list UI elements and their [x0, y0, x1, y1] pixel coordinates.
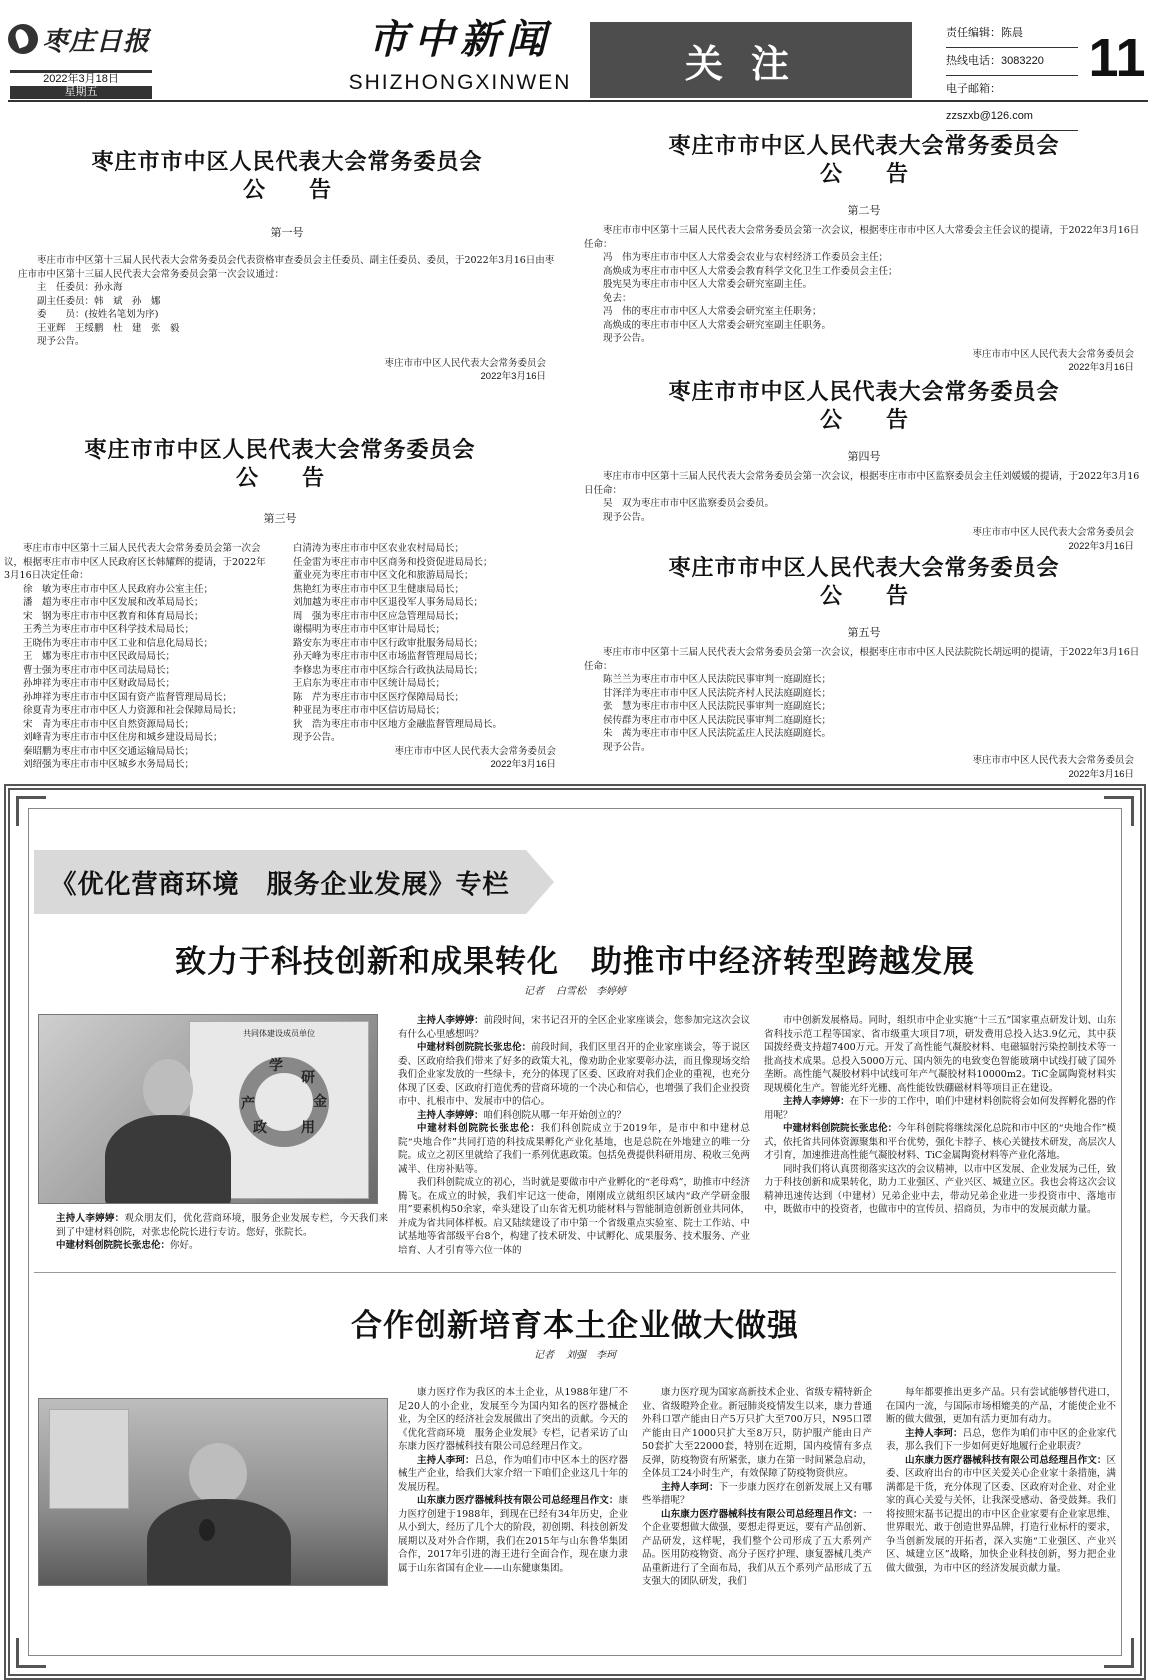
frame-corner-ornament — [1104, 796, 1134, 826]
notice-para: 路安东为枣庄市市中区行政审批服务局局长； — [293, 637, 484, 649]
notice-title: 枣庄市市中区人民代表大会常务委员会 — [84, 437, 476, 463]
speaker: 主持人李婷婷： — [783, 1096, 850, 1107]
notice-title: 枣庄市市中区人民代表大会常务委员会 — [668, 379, 1060, 405]
para-text: 前段时间，宋书记召开的全区企业家座谈会，您参加完这次会议有什么心里感想吗？ — [398, 1015, 750, 1040]
photo-product-poster — [49, 1409, 129, 1509]
notice-para: 孙坤祥为枣庄市市中区财政局局长； — [23, 678, 176, 689]
notice-para: 王亚辉 王绥鹏 杜 建 张 毅 — [37, 322, 180, 334]
caption-text: 观众朋友们，优化营商环境，服务企业发展专栏，今天我们来到了中建材料创院，对张忠伦院长进行专访。您好，张院长。 — [56, 1213, 388, 1238]
byline-label: 记者 — [524, 986, 544, 997]
notice-signer: 枣庄市市中区人民代表大会常务委员会 — [972, 755, 1134, 766]
photo-ring-label: 学 — [269, 1058, 283, 1074]
caption-text: 你好。 — [170, 1240, 199, 1251]
article-2-col-2 — [642, 1386, 872, 1589]
caption-speaker: 中建材料创院院长张忠伦： — [56, 1240, 171, 1251]
notice-para: 冯 伟的枣庄市市中区人大常委会研究室主任职务； — [603, 306, 822, 317]
notice-date: 2022年3月16日 — [1068, 540, 1134, 552]
notice-para: 陈兰兰为枣庄市市中区人民法院民事审判一庭副庭长； — [603, 674, 832, 685]
notice-para: 现予公告。 — [603, 333, 651, 344]
notice-sign — [584, 754, 1144, 781]
article-para — [398, 1109, 750, 1123]
notice-para: 白清涛为枣庄市市中区农业农村局局长； — [293, 543, 465, 554]
article-1-col-1 — [398, 1014, 750, 1257]
notice-subtitle: 公告 — [819, 161, 952, 187]
byline-reporters: 刘强 李珂 — [566, 1350, 616, 1361]
photo-person-body — [105, 1115, 231, 1204]
notice-para: 王晓伟为枣庄市市中区工业和信息化局局长； — [23, 637, 214, 649]
notice-subtitle: 公告 — [819, 407, 952, 433]
caption-speaker: 主持人李婷婷： — [56, 1213, 125, 1224]
byline-label: 记者 — [534, 1350, 554, 1361]
notice-para: 甘泽洋为枣庄市市中区人民法院齐村人民法庭副庭长； — [603, 687, 832, 699]
editor-info — [946, 20, 1078, 131]
speaker: 中建材料创院院长张忠伦： — [417, 1042, 532, 1053]
notice-para: 宋 钢为枣庄市市中区教育和体育局局长； — [23, 610, 204, 622]
notice-2 — [584, 132, 1144, 375]
article-2-title: 合作创新培育本土企业做大做强 — [351, 1308, 799, 1343]
notice-para: 种亚昆为枣庄市市中区信访局局长； — [293, 705, 446, 716]
para-text: 康力医疗作为我区的本土企业，从1988年建厂不足20人的小企业，发展至今为国内知名的医疗器械企业，为全区的经济社会发展做出了突出的贡献。今天的《优化营商环境 服务企业发展》专栏，记者采访了山东康力医疗器械科技有限公司总经理吕作文。 — [398, 1387, 628, 1452]
issue-date: 2022年3月18日 — [43, 73, 119, 85]
speaker: 主持人李婷婷： — [417, 1015, 484, 1026]
notice-para: 秦昭鹏为枣庄市市中区交通运输局局长； — [23, 745, 195, 757]
notice-date: 2022年3月16日 — [490, 759, 556, 770]
notice-para: 朱 茜为枣庄市市中区人民法院孟庄人民法庭副庭长。 — [603, 728, 832, 739]
editor-name: 责任编辑：陈晨 — [946, 20, 1078, 48]
article-para — [764, 1163, 1116, 1217]
article-para — [642, 1481, 872, 1508]
notice-para: 徐 敏为枣庄市市中区人民政府办公室主任； — [23, 583, 214, 595]
notice-signer: 枣庄市市中区人民代表大会常务委员会 — [394, 745, 556, 757]
article-para — [886, 1386, 1116, 1427]
notice-para: 吴 双为枣庄市市中区监察委员会委员。 — [603, 498, 775, 509]
para-text: 我们科创院成立的初心，当时就是要做市中产业孵化的“老母鸡”，助推市中经济腾飞。在成立的时候，我们牢记这一使命，刚刚成立就组织区域内“政产学研金服用”要素机构50余家，牵头建设了山东省无机功能材料与智能制造创新创业共同体，并成为省共同体样板。启又陆续建设了市中第一个省级重点实验室、院士工作站、中试基地等省部级平台8个，构建了技术研发、中试孵化、成果服务、技术服务、产业培育、人才引育等六位一体的 — [398, 1177, 750, 1256]
notice-para: 高焕成的枣庄市市中区人大常委会研究室副主任职务。 — [603, 319, 832, 331]
speaker: 主持人李珂： — [661, 1481, 719, 1493]
notice-para: 王启东为枣庄市市中区统计局局长； — [293, 678, 446, 689]
notice-number: 第二号 — [847, 205, 881, 217]
notice-para: 现予公告。 — [293, 732, 341, 743]
issue-date-box — [10, 70, 152, 98]
notice-para: 现予公告。 — [37, 336, 85, 347]
notice-title: 枣庄市市中区人民代表大会常务委员会 — [668, 555, 1060, 581]
notice-signer: 枣庄市市中区人民代表大会常务委员会 — [384, 357, 546, 369]
notice-para: 曹士强为枣庄市市中区司法局局长； — [23, 664, 176, 676]
article-2-photo — [38, 1398, 388, 1586]
notice-col-right — [293, 542, 556, 772]
section-title-pinyin: SHIZHONGXINWEN — [348, 71, 572, 94]
article-1-body — [398, 1014, 1116, 1257]
article-para — [398, 1454, 628, 1495]
article-1-byline — [0, 982, 1150, 997]
notice-para: 高焕成为枣庄市市中区人大常委会教育科学文化卫生工作委员会主任； — [603, 265, 898, 277]
notice-date: 2022年3月16日 — [1068, 768, 1134, 780]
notice-signer: 枣庄市市中区人民代表大会常务委员会 — [972, 527, 1134, 538]
article-para — [398, 1014, 750, 1041]
article-para — [886, 1427, 1116, 1454]
notice-para: 枣庄市市中区第十三届人民代表大会常务委员会代表资格审查委员会主任委员、副主任委员、委员，于2022年3月16日由枣庄市市中区第十三届人民代表大会常务委员会第一次会议通过： — [18, 255, 555, 280]
notice-5 — [584, 554, 1144, 781]
notice-number: 第五号 — [847, 627, 881, 639]
section-title-cn: 市中新闻 — [368, 16, 552, 63]
frame-corner-ornament — [16, 1638, 46, 1668]
notice-para: 枣庄市市中区第十三届人民代表大会常务委员会第一次会议，根据枣庄市市中区监察委员会主任刘媛媛的提请，于2022年3月16日任命： — [584, 471, 1140, 496]
notice-body — [4, 542, 556, 772]
notice-subtitle: 公告 — [242, 177, 375, 203]
notice-subtitle: 公告 — [819, 583, 952, 609]
article-2-body — [398, 1386, 1116, 1589]
para-text: 同时我们将认真贯彻落实这次的会议精神，以市中区发展、企业发展为己任，致力于科技创新和成果转化，助力工业强区、产业兴区、城建立区。我也会将这次会议精神迅速传达到（中建材）兄弟企业中去，带动兄弟企业进一步投资市中、落地市中，既做市中的投资者，也做市中的宣传员、招商员，为市中的发展贡献力量。 — [764, 1163, 1116, 1215]
notice-date: 2022年3月16日 — [1068, 362, 1134, 373]
notice-para: 徐夏青为枣庄市市中区人力资源和社会保障局局长； — [23, 705, 242, 716]
article-2-byline — [0, 1346, 1150, 1361]
masthead — [0, 0, 1150, 122]
article-para — [398, 1386, 628, 1454]
article-para — [764, 1095, 1116, 1122]
notice-para: 主 任委员：孙永海 — [37, 282, 123, 293]
paper-name: 枣庄日报 — [42, 26, 151, 57]
paper-logo — [8, 22, 158, 56]
article-2-col-1 — [398, 1386, 628, 1589]
notice-sign — [584, 526, 1144, 553]
para-text: 下一步康力医疗在创新发展上又有哪些举措呢？ — [642, 1481, 872, 1506]
para-text: 今年科创院将继续深化总院和市中区的“央地合作”模式，依托省共同体资源聚集和平台优势，强化卡脖子、核心关键技术研发，高层次人才引育，加速推进高性能气凝胶材料、TiC金属陶瓷材料等产业化落地。 — [764, 1123, 1116, 1161]
notice-para: 刘加越为枣庄市市中区退役军人事务局局长； — [293, 597, 484, 608]
notice-date: 2022年3月16日 — [480, 371, 546, 382]
notice-para: 焦艳红为枣庄市市中区卫生健康局局长； — [293, 583, 465, 595]
notice-col-left — [4, 542, 267, 772]
notice-para: 现予公告。 — [603, 741, 651, 753]
para-text: 咱们科创院从哪一年开始创立的？ — [483, 1109, 627, 1121]
article-para — [398, 1494, 628, 1575]
article-1-photo — [38, 1014, 378, 1204]
article-para — [764, 1122, 1116, 1163]
column-tab: 关注 — [590, 22, 912, 98]
special-column-banner: 《优化营商环境 服务企业发展》专栏 — [34, 850, 526, 914]
article-para — [642, 1386, 872, 1481]
notice-para: 任金雷为枣庄市市中区商务和投资促进局局长； — [293, 556, 493, 568]
photo-person-head — [143, 1059, 193, 1119]
notice-sign — [293, 745, 556, 772]
article-1-col-2 — [764, 1014, 1116, 1257]
article-divider — [34, 1272, 1116, 1273]
notice-title: 枣庄市市中区人民代表大会常务委员会 — [668, 133, 1060, 159]
microphone-icon — [199, 1519, 215, 1541]
notice-para: 张 慧为枣庄市市中区人民法院民事审判一庭副庭长； — [603, 701, 832, 712]
notice-para: 潘 超为枣庄市市中区发展和改革局局长； — [23, 597, 204, 608]
article-para — [398, 1041, 750, 1109]
speaker: 主持人李婷婷： — [417, 1109, 484, 1121]
photo-person-body — [147, 1499, 291, 1586]
notice-para: 孙天峰为枣庄市市中区市场监督管理局局长； — [293, 651, 484, 662]
photo-ring-label: 研 — [301, 1070, 315, 1086]
notice-para: 宋 青为枣庄市市中区自然资源局局长； — [23, 718, 195, 730]
speaker: 山东康力医疗器械科技有限公司总经理吕作文： — [905, 1454, 1107, 1466]
notice-para: 李修忠为枣庄市市中区综合行政执法局局长； — [293, 664, 484, 676]
notice-para: 枣庄市市中区第十三届人民代表大会常务委员会第一次会议，根据枣庄市市中区人大常委会主任会议的提请，于2022年3月16日任命： — [584, 225, 1140, 250]
notice-para: 免去： — [603, 292, 632, 304]
paper-logo-icon — [8, 24, 38, 54]
speaker: 山东康力医疗器械科技有限公司总经理吕作文： — [661, 1508, 863, 1520]
notice-body — [18, 254, 556, 349]
notice-3 — [4, 436, 556, 772]
para-text: 吕总，您作为咱们市中区的企业家代表，那么我们下一步如何更好地履行企业职责？ — [886, 1427, 1116, 1452]
notice-body — [584, 646, 1144, 754]
speaker: 主持人李珂： — [417, 1454, 475, 1466]
notice-para: 枣庄市市中区第十三届人民代表大会常务委员会第一次会议，根据枣庄市市中区人民法院院长胡远明的提请，于2022年3月16日任命： — [584, 647, 1140, 672]
notice-number: 第四号 — [847, 451, 881, 463]
notice-para: 现予公告。 — [603, 511, 651, 523]
photo-ring-label: 产 — [241, 1096, 255, 1112]
para-text: 康力医疗创建于1988年，到现在已经有34年历史，企业从小到大，经历了几个大的阶段，初创期、科技创新发展期以及对外合作期，我们在2015年与山东鲁华集团合作，2017年引进的海王进行全面合作，现在康力隶属于山东省国有企业——山东健康集团。 — [398, 1495, 628, 1574]
para-text: 一个企业要想做大做强，要想走得更远，要有产品创新、产品研发，这样呢，我们整个公司形成了五大系列产品。医用防疫物资、高分子医疗护理、康复器械几类产品重新进行了全面布局，我们从五个系列产品形成了五支强大的团队研发，我们 — [642, 1508, 872, 1587]
photo-ring-label: 用 — [301, 1120, 315, 1136]
notice-body — [584, 224, 1144, 346]
notice-para: 董业亮为枣庄市市中区文化和旅游局局长； — [293, 570, 474, 581]
masthead-rule — [8, 100, 1148, 102]
notice-para: 刘绍强为枣庄市市中区城乡水务局局长； — [23, 759, 195, 770]
photo-person-head — [189, 1443, 247, 1505]
para-text: 区委、区政府出台的市中区关爱关心企业家十条措施，满满都是干货，充分体现了区委、区政府对企业、对企业家的真心关爱与关怀，让我深受感动、备受鼓舞。我们将按照宋磊书记提出的市中区企业家要有企业家思维、世界眼光、敢于创造世界品牌，打造行业标杆的要求，争当创新发展的开拓者，深入实施“工业强区、产业兴区、城建立区”战略，加快企业科技创新，努力把企业做大做强，为市中区的经济发展贡献力量。 — [886, 1454, 1116, 1574]
notice-para: 王 娜为枣庄市市中区民政局局长； — [23, 651, 176, 662]
para-text: 市中创新发展格局。同时，组织市中企业实施“十三五”国家重点研发计划、山东省科技示范工程等国家、省市级重大项目7项，研发费用总投入达3.9亿元，其中获国拨经费支持超7400万元。开发了高性能气凝胶材料、电磁辐射污染控制技术等一批高技术成果。总投入5000万元、国内领先的电致变色智能玻璃中试线打破了国外垄断。高性能气凝胶材料中试线可年产气凝胶材料10000m2。TiC金属陶瓷材料实现规模化生产。智能光纤光栅、高性能钕铁硼磁材料等项目正在建设。 — [764, 1015, 1116, 1094]
notice-para: 冯 伟为枣庄市市中区人大常委会农业与农村经济工作委员会主任； — [603, 252, 889, 263]
article-2-col-3 — [886, 1386, 1116, 1589]
notice-para: 周 强为枣庄市市中区应急管理局局长； — [293, 610, 465, 622]
article-para — [642, 1508, 872, 1589]
notice-body — [584, 470, 1144, 524]
notice-1 — [18, 148, 556, 384]
issue-weekday: 星期五 — [10, 86, 152, 99]
notice-signer: 枣庄市市中区人民代表大会常务委员会 — [972, 348, 1134, 360]
page-number: 11 — [1088, 28, 1146, 88]
article-para — [764, 1014, 1116, 1095]
article-para — [886, 1454, 1116, 1576]
notice-para: 副主任委员：韩 斌 孙 娜 — [37, 295, 161, 307]
notice-4 — [584, 378, 1144, 553]
article-1-title: 致力于科技创新和成果转化 助推市中经济转型跨越发展 — [175, 944, 975, 979]
notice-number: 第三号 — [263, 513, 297, 525]
notice-para: 王秀兰为枣庄市市中区科学技术局局长； — [23, 624, 195, 635]
para-text: 在下一步的工作中，咱们中建材料创院将会如何发挥孵化器的作用呢？ — [764, 1096, 1116, 1121]
section-title — [340, 14, 580, 96]
notice-title: 枣庄市市中区人民代表大会常务委员会 — [91, 149, 483, 175]
frame-corner-ornament — [16, 796, 46, 826]
notice-sign — [18, 357, 556, 384]
notice-para: 刘峰青为枣庄市市中区住房和城乡建设局局长； — [23, 732, 223, 743]
para-text: 每年都要推出更多产品。只有尝试能够替代进口，在国内一流，与国际市场相媲美的产品，才能使企业不断的做大做强，更加有活力更加有动力。 — [886, 1387, 1116, 1425]
byline-reporters: 白雪松 李婷婷 — [556, 986, 626, 997]
notice-subtitle: 公告 — [235, 465, 368, 491]
speaker: 主持人李珂： — [905, 1427, 963, 1439]
speaker: 中建材料创院院长张忠伦： — [417, 1123, 541, 1134]
notice-para: 侯传群为枣庄市市中区人民法院民事审判二庭副庭长； — [603, 714, 832, 726]
notice-para: 委 员：(按姓名笔划为序) — [37, 309, 159, 320]
photo-ring-label: 金 — [313, 1094, 327, 1110]
notice-para: 陈 芹为枣庄市市中区医疗保障局局长； — [293, 691, 465, 703]
hotline: 热线电话：3083220 — [946, 48, 1078, 76]
notice-para: 殷宪昊为枣庄市市中区人大常委会研究室副主任。 — [603, 279, 813, 290]
notice-number: 第一号 — [270, 227, 304, 239]
notice-para: 谢榻明为枣庄市市中区审计局局长； — [293, 624, 446, 635]
para-text: 我们科创院成立于2019年，是市中和中建材总院“央地合作”共同打造的科技成果孵化产业化基地，也是总院在外地建立的唯一分院。成立之初区里就给了我们一系列优惠政策。包括免费提供科研用房、税收三免两减半、住房补贴等。 — [398, 1123, 750, 1175]
speaker: 中建材料创院院长张忠伦： — [783, 1123, 898, 1134]
photo-ring-label: 政 — [253, 1120, 267, 1136]
article-para — [398, 1122, 750, 1176]
notice-para: 狄 浩为枣庄市市中区地方金融监督管理局局长。 — [293, 718, 503, 730]
email: 电子邮箱：zzszxb@126.com — [946, 76, 1078, 131]
para-text: 前段时间，我们区里召开的企业家座谈会，等于说区委、区政府给我们带来了好多的政策大礼，像劝助企业家要彰办法，而且像现场交给我们企业家发放的一些绿卡，充分的体现了区委、区政府对我们企业的重视，也充分体现了区委、区政府打造优秀的营商环境的一个决心和信心，也增强了我们企业投资市中、扎根市中、发展市中的信心。 — [398, 1042, 750, 1107]
article-1-caption — [56, 1212, 388, 1253]
notice-para: 孙坤祥为枣庄市市中区国有资产监督管理局局长； — [23, 691, 233, 703]
notice-para: 枣庄市市中区第十三届人民代表大会常务委员会第一次会议，根据枣庄市市中区人民政府区长韩耀辉的提请，于2022年3月16日决定任命： — [4, 543, 266, 581]
speaker: 山东康力医疗器械科技有限公司总经理吕作文： — [417, 1495, 619, 1506]
notice-sign — [584, 348, 1144, 375]
para-text: 吕总，作为咱们市中区本土的医疗器械生产企业，给我们大家介绍一下咱们企业这几十年的发展历程。 — [398, 1454, 628, 1493]
frame-corner-ornament — [1104, 1638, 1134, 1668]
photo-board-title: 共同体建设成员单位 — [243, 1029, 315, 1038]
article-para — [398, 1176, 750, 1257]
para-text: 康力医疗现为国家高新技术企业、省级专精特新企业、省级瞪羚企业。新冠肺炎疫情发生以来，康力普通外科口罩产能由日产5万只扩大至700万只，N95口罩产能由日产1000只扩大至8万只，防护服产能由日产50套扩大至22000套，特别在近期，国内疫情有多点反弹，防疫物资有所紧张，康力在第一时间紧急启动，全体员工24小时生产，有效保障了防疫物资供应。 — [642, 1387, 872, 1479]
